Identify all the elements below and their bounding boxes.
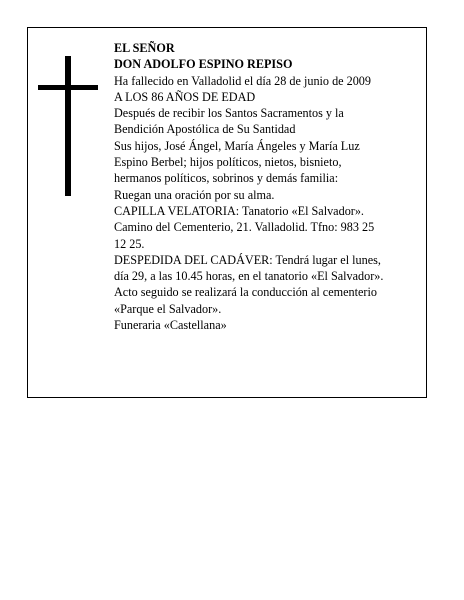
family-line-1: Sus hijos, José Ángel, María Ángeles y María Luz [114,138,360,153]
notice-heading: EL SEÑOR [114,41,175,55]
family-line-3: hermanos políticos, sobrinos y demás familia: [114,171,339,186]
farewell-line-1: DESPEDIDA DEL CADÁVER: Tendrá lugar el lunes, [114,252,381,267]
cross-vertical-bar [65,56,71,196]
chapel-line-1: CAPILLA VELATORIA: Tanatorio «El Salvador». [114,203,364,218]
chapel-line-2: Camino del Cementerio, 21. Valladolid. Tfno: 983 25 [114,220,375,235]
sacraments-line-1: Después de recibir los Santos Sacramentos y la [114,106,344,121]
age-statement: A LOS 86 AÑOS DE EDAD [114,89,256,104]
notice-text [114,40,426,333]
deceased-name: DON ADOLFO ESPINO REPISO [114,57,293,72]
family-line-2: Espino Berbel; hijos políticos, nietos, bisnieto, [114,155,342,170]
chapel-line-3: 12 25. [114,236,145,251]
funeral-home: Funeraria «Castellana» [114,318,227,333]
death-statement: Ha fallecido en Valladolid el día 28 de junio de 2009 [114,73,371,88]
prayer-request: Ruegan una oración por su alma. [114,187,275,202]
farewell-line-2: día 29, a las 10.45 horas, en el tanatorio «El Salvador». [114,269,384,284]
cross-horizontal-bar [38,85,98,90]
procession-line-2: «Parque el Salvador». [114,301,222,316]
sacraments-line-2: Bendición Apostólica de Su Santidad [114,122,296,137]
procession-line-1: Acto seguido se realizará la conducción al cementerio [114,285,377,300]
